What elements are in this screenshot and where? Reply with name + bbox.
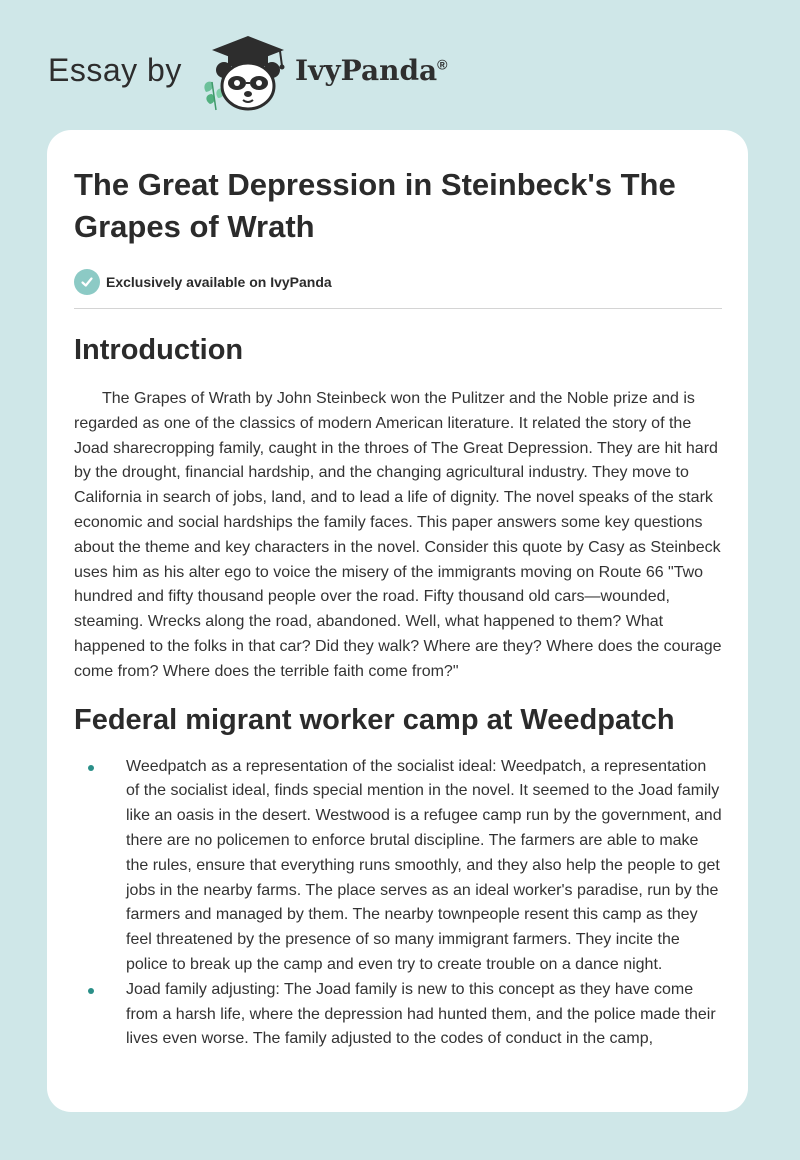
brand-name[interactable] (295, 54, 448, 87)
registered-mark: ® (437, 56, 448, 73)
weedpatch-list (74, 755, 722, 1053)
list-item-text: Weedpatch as a representation of the socialist ideal: Weedpatch, a representation of the socialist ideal, finds special mention in the novel. It seemed to the Joad family like an oasis in the desert. Westwood is a refugee camp run by the government, and there are no policemen to enforce brutal discipline. The farmers are able to make the rules, ensure that everything runs smoothly, and they also help the people to get jobs in the nearby farms. The place serves as an ideal worker's paradise, run by the farmers and managed by them. The nearby townpeople resent this camp as they feel threatened by the presence of so many immigrant farmers. They incite the police to break up the camp and even try to create trouble on a dance night. (126, 757, 722, 973)
site-header (48, 30, 508, 110)
essay-by-label: Essay by (48, 52, 182, 88)
list-item (74, 978, 722, 1052)
exclusive-label: Exclusively available on IvyPanda (106, 274, 332, 290)
list-item-text: Joad family adjusting: The Joad family is new to this concept as they have come from a harsh life, where the depression had hunted them, and the police made their lives even worse. The family adjusted to the codes of conduct in the camp, (126, 980, 716, 1048)
introduction-paragraph: The Grapes of Wrath by John Steinbeck won the Pulitzer and the Noble prize and is regarded as one of the classics of modern American literature. It related the story of the Joad sharecropping family, caught in the throes of The Great Depression. They are hit hard by the drought, financial hardship, and the changing agricultural industry. They move to California in search of jobs, land, and to lead a life of dignity. The novel speaks of the stark economic and social hardships the family faces. This paper answers some key questions about the theme and key characters in the novel. Consider this quote by Casy as Steinbeck uses him as his alter ego to voice the misery of the immigrants moving on Route 66 "Two hundred and fifty thousand people over the road. Fifty thousand old cars—wounded, steaming. Wrecks along the road, abandoned. Well, what happened to them? What happened to the folks in that car? Did they walk? Where are they? Where does the courage come from? Where does the terrible faith come from?" (74, 390, 722, 680)
essay-card (47, 130, 748, 1112)
list-item (74, 755, 722, 978)
divider (74, 308, 722, 309)
essay-content (74, 164, 722, 1052)
section-heading-weedpatch: Federal migrant worker camp at Weedpatch (74, 703, 675, 736)
check-icon (74, 269, 100, 295)
bullet-icon (88, 765, 94, 771)
panda-graduate-icon[interactable] (200, 34, 296, 112)
exclusive-badge (74, 268, 722, 296)
brand-text[interactable]: IvyPanda (295, 54, 438, 87)
bullet-icon (88, 988, 94, 994)
page-title: The Great Depression in Steinbeck's The Grapes of Wrath (74, 167, 676, 244)
section-heading-introduction: Introduction (74, 334, 244, 366)
